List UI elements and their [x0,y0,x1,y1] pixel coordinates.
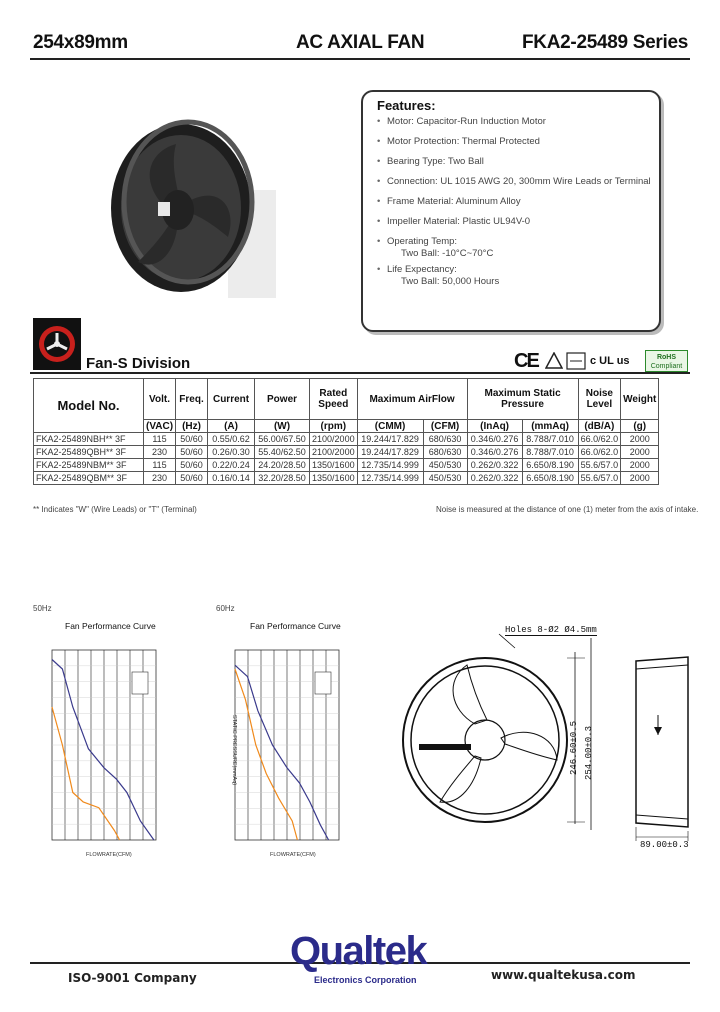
qualtek-logo: Qualtek [290,929,427,973]
table-cell: 2000 [621,472,659,485]
table-cell: 0.346/0.276 [467,446,522,459]
table-cell: 66.0/62.0 [578,446,621,459]
division-rule [30,372,690,374]
table-cell: 32.20/28.50 [255,472,310,485]
qualtek-logo-sub: Electronics Corporation [314,975,417,985]
features-panel [361,90,661,332]
table-cell: 50/60 [176,446,208,459]
fan-s-logo-icon [33,318,81,370]
table-cell: 2000 [621,459,659,472]
division-title: Fan-S Division [86,355,191,372]
chart-60hz-freq: 60Hz [216,604,235,613]
table-cell: 680/630 [423,446,467,459]
col-pressure: Maximum Static Pressure [467,379,578,420]
table-cell: 12.735/14.999 [357,472,423,485]
table-cell: 230 [144,472,176,485]
chart-60hz-xlabel: FLOWRATE(CFM) [270,852,316,858]
table-cell: 19.244/17.829 [357,446,423,459]
table-cell: 50/60 [176,433,208,446]
unit-cell: (A) [208,420,255,433]
holes-label: Holes 8-Ø2 Ø4.5mm [505,625,597,635]
table-cell: 55.40/62.50 [255,446,310,459]
wire-note: ** Indicates "W" (Wire Leads) or "T" (Terminal) [33,505,197,514]
feature-item: • Motor: Capacitor-Run Induction Motor [377,116,651,128]
col-noise: Noise Level [578,379,621,420]
chart-60hz [213,632,373,862]
table-cell: 2100/2000 [310,446,358,459]
unit-cell: (CMM) [357,420,423,433]
unit-cell: (InAq) [467,420,522,433]
unit-cell: (dB/A) [578,420,621,433]
table-row [34,472,659,485]
table-cell: 115 [144,433,176,446]
unit-cell: (CFM) [423,420,467,433]
col-current: Current [208,379,255,420]
rohs-label: RoHS [656,354,677,361]
rohs-badge [645,350,688,372]
table-header-row [34,379,659,420]
col-airflow: Maximum AirFlow [357,379,467,420]
col-model: Model No. [34,379,144,433]
table-cell: FKA2-25489QBH** 3F [34,446,144,459]
table-cell: 0.346/0.276 [467,433,522,446]
table-cell: 2000 [621,446,659,459]
chart-60hz-title: Fan Performance Curve [250,621,341,631]
table-cell: 0.262/0.322 [467,472,522,485]
table-cell: 66.0/62.0 [578,433,621,446]
chart-60hz-ylabel: STATIC PRESSURE(mmAq) [231,715,237,786]
unit-cell: (g) [621,420,659,433]
unit-cell: (W) [255,420,310,433]
fan-photo [98,112,276,298]
table-cell: 1350/1600 [310,459,358,472]
unit-cell: (Hz) [176,420,208,433]
table-row [34,459,659,472]
feature-item: • Bearing Type: Two Ball [377,156,651,168]
spec-table-body [34,433,659,485]
feature-item: • Impeller Material: Plastic UL94V-0 [377,216,651,228]
table-cell: 680/630 [423,433,467,446]
unit-cell: (VAC) [144,420,176,433]
col-weight: Weight [621,379,659,420]
table-cell: 0.262/0.322 [467,459,522,472]
noise-note: Noise is measured at the distance of one (1) meter from the axis of intake. [436,505,699,514]
unit-cell: (mmAq) [522,420,578,433]
size-label: 254x89mm [33,32,128,53]
chart-50hz-xlabel: FLOWRATE(CFM) [86,852,132,858]
ce-mark-icon: CE [514,350,538,372]
header-rule [30,58,690,60]
table-cell: 12.735/14.999 [357,459,423,472]
table-cell: FKA2-25489NBM** 3F [34,459,144,472]
feature-item: • Motor Protection: Thermal Protected [377,136,651,148]
chart-legend-box [132,672,148,694]
table-cell: 6.650/8.190 [522,459,578,472]
col-speed: Rated Speed [310,379,358,420]
table-cell: 55.6/57.0 [578,472,621,485]
feature-item: • Life Expectancy: Two Ball: 50,000 Hours [377,264,651,288]
feature-item: • Connection: UL 1015 AWG 20, 300mm Wire Leads or Terminal [377,176,651,188]
feature-item: • Operating Temp: Two Ball: -10°C~70°C [377,236,651,260]
table-cell: FKA2-25489QBM** 3F [34,472,144,485]
series-label: FKA2-25489 Series [522,32,689,53]
table-cell: 2000 [621,433,659,446]
table-cell: 0.22/0.24 [208,459,255,472]
tuv-mark-icon [566,352,586,370]
spec-table [33,378,659,485]
iso-label: ISO-9001 Company [68,971,197,985]
chart-50hz-freq: 50Hz [33,604,52,613]
dim-inner-label: 246.60±0.5 [569,720,579,775]
table-cell: 0.26/0.30 [208,446,255,459]
dim-depth-label: 89.00±0.3 [640,840,689,850]
chart-legend-box [315,672,331,694]
table-cell: 56.00/67.50 [255,433,310,446]
table-cell: 450/530 [423,459,467,472]
table-cell: 55.6/57.0 [578,459,621,472]
table-cell: 0.16/0.14 [208,472,255,485]
table-cell: FKA2-25489NBH** 3F [34,433,144,446]
table-cell: 450/530 [423,472,467,485]
fan-side-drawing [632,655,692,845]
table-cell: 50/60 [176,459,208,472]
table-cell: 115 [144,459,176,472]
table-cell: 230 [144,446,176,459]
table-cell: 1350/1600 [310,472,358,485]
table-cell: 8.788/7.010 [522,433,578,446]
table-cell: 8.788/7.010 [522,446,578,459]
feature-item: • Frame Material: Aluminum Alloy [377,196,651,208]
table-cell: 2100/2000 [310,433,358,446]
chart-50hz [30,632,190,862]
features-title: Features: [377,98,436,113]
recycle-mark-icon [545,352,563,370]
website-link[interactable]: www.qualtekusa.com [491,968,636,982]
features-list [377,116,651,296]
col-volt: Volt. [144,379,176,420]
product-title: AC AXIAL FAN [296,32,425,53]
table-row [34,446,659,459]
rohs-compliant-label: Compliant [650,363,683,370]
table-row [34,433,659,446]
ul-mark-icon: c UL us [590,355,630,367]
dim-outer-label: 254.00±0.3 [584,725,594,780]
table-cell: 24.20/28.50 [255,459,310,472]
unit-cell: (rpm) [310,420,358,433]
table-cell: 6.650/8.190 [522,472,578,485]
table-cell: 19.244/17.829 [357,433,423,446]
col-freq: Freq. [176,379,208,420]
col-power: Power [255,379,310,420]
table-cell: 0.55/0.62 [208,433,255,446]
table-cell: 50/60 [176,472,208,485]
chart-50hz-title: Fan Performance Curve [65,621,156,631]
